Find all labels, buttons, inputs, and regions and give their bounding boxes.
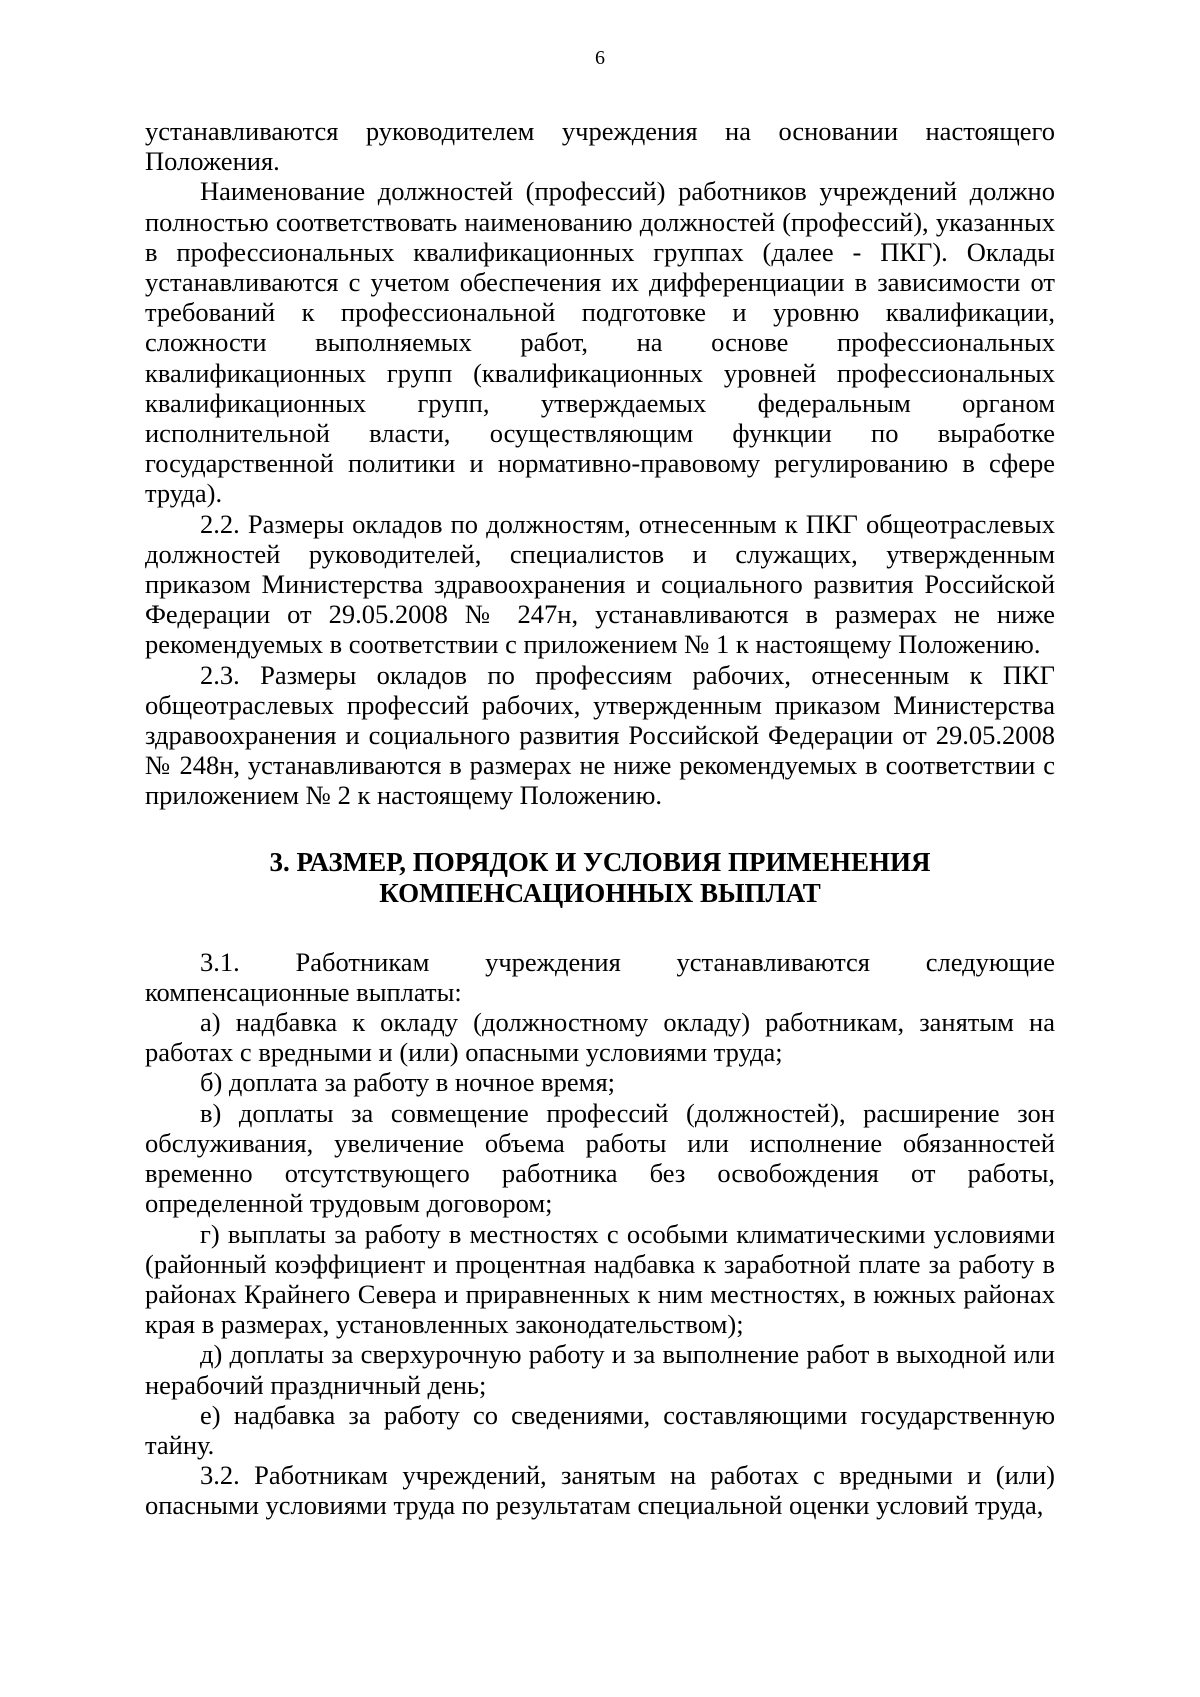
paragraph-continuation: устанавливаются руководителем учреждения на основании настоящего Положения.: [145, 116, 1055, 177]
list-item-a: а) надбавка к окладу (должностному окладу) работникам, занятым на работах с вредными и (или) опасными условиями труда;: [145, 1007, 1055, 1068]
paragraph-3-2: 3.2. Работникам учреждений, занятым на работах с вредными и (или) опасными условиями труда по результатам специальной оценки условий труда,: [145, 1460, 1055, 1521]
paragraph-position-names: Наименование должностей (профессий) работников учреждений должно полностью соответствовать наименованию должностей (профессий), указанных в профессиональных квалификационных группах (далее - ПКГ). Оклады устанавливаются с учетом обеспечения их дифференциации в зависимости от требований к профессиональной подготовке и уровню квалификации, сложности выполняемых работ, на основе профессиональных квалификационных групп (квалификационных уровней профессиональных квалификационных групп, утверждаемых федеральным органом исполнительной власти, осуществляющим функции по выработке государственной политики и нормативно-правовому регулированию в сфере труда).: [145, 176, 1055, 509]
document-body: [145, 116, 1055, 1521]
section-heading-line-1: 3. РАЗМЕР, ПОРЯДОК И УСЛОВИЯ ПРИМЕНЕНИЯ: [269, 846, 931, 877]
paragraph-2-3: 2.3. Размеры окладов по профессиям рабочих, отнесенным к ПКГ общеотраслевых профессий рабочих, утвержденным приказом Министерства здравоохранения и социального развития Российской Федерации от 29.05.2008 № 248н, устанавливаются в размерах не ниже рекомендуемых в соответствии с приложением № 2 к настоящему Положению.: [145, 659, 1055, 811]
list-item-e: е) надбавка за работу со сведениями, составляющими государственную тайну.: [145, 1399, 1055, 1460]
page-number: 6: [595, 47, 605, 69]
paragraph-3-1: 3.1. Работникам учреждения устанавливаются следующие компенсационные выплаты:: [145, 946, 1055, 1007]
section-heading: [145, 847, 1055, 909]
list-item-d: д) доплаты за сверхурочную работу и за выполнение работ в выходной или нерабочий праздничный день;: [145, 1339, 1055, 1400]
paragraph-2-2: 2.2. Размеры окладов по должностям, отнесенным к ПКГ общеотраслевых должностей руководителей, специалистов и служащих, утвержденным приказом Министерства здравоохранения и социального развития Российской Федерации от 29.05.2008 № 247н, устанавливаются в размерах не ниже рекомендуемых в соответствии с приложением № 1 к настоящему Положению.: [145, 508, 1055, 660]
list-item-v: в) доплаты за совмещение профессий (должностей), расширение зон обслуживания, увеличение объема работы или исполнение обязанностей временно отсутствующего работника без освобождения от работы, определенной трудовым договором;: [145, 1097, 1055, 1219]
list-item-g: г) выплаты за работу в местностях с особыми климатическими условиями (районный коэффициент и процентная надбавка к заработной плате за работу в районах Крайнего Севера и приравненных к ним местностях, в южных районах края в размерах, установленных законодательством);: [145, 1218, 1055, 1340]
section-heading-line-2: КОМПЕНСАЦИОННЫХ ВЫПЛАТ: [379, 877, 821, 908]
list-item-b: б) доплата за работу в ночное время;: [200, 1067, 615, 1098]
